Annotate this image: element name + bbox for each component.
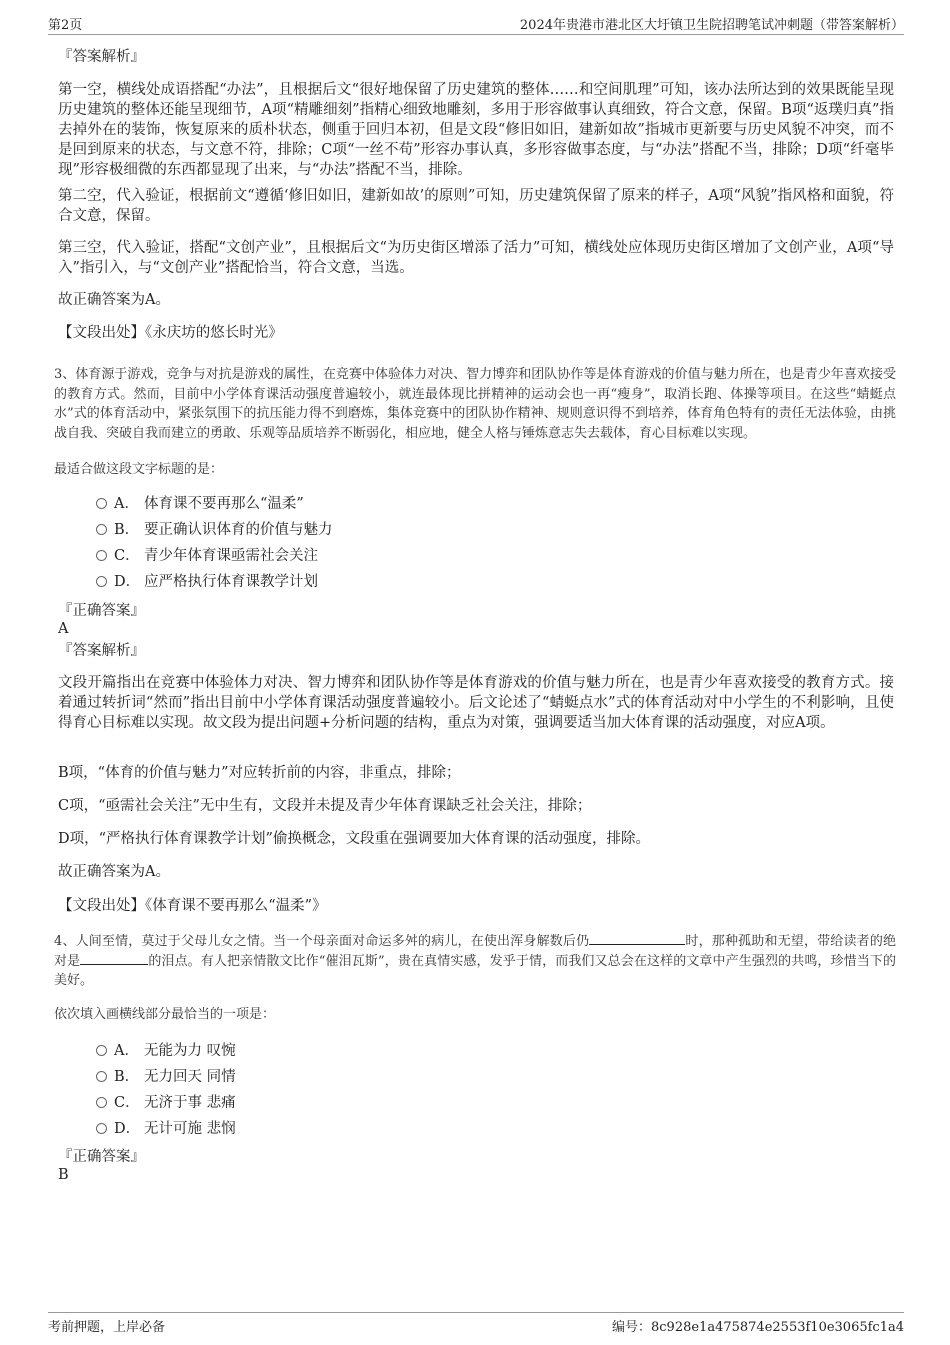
q2-source: 【文段出处】《永庆坊的悠长时光》 [58,325,283,341]
fill-blank-2 [80,952,148,965]
q2-conclusion: 故正确答案为A。 [58,292,170,308]
q4-option-c[interactable]: C． 无济于事 悲痛 [96,1093,236,1113]
q4-option-a[interactable]: A． 无能为力 叹惋 [96,1041,236,1061]
q2-analysis-label: 『答案解析』 [58,49,145,65]
q3-question: 最适合做这段文字标题的是： [54,462,224,477]
radio-icon[interactable] [96,1045,107,1056]
page-number: 第2页 [48,18,83,33]
q3-analysis-para4: D项，“严格执行体育课教学计划”偷换概念，文段重在强调要加大体育课的活动强度，排除。 [58,831,650,847]
fill-blank-1 [589,932,685,945]
q3-option-d[interactable]: D． 应严格执行体育课教学计划 [96,572,318,592]
q3-analysis-label: 『答案解析』 [58,643,145,659]
radio-icon[interactable] [96,576,107,587]
q3-option-c[interactable]: C． 青少年体育课亟需社会关注 [96,546,318,566]
q4-answer: B [58,1167,69,1183]
page-footer [48,1312,904,1335]
q4-answer-label: 『正确答案』 [58,1149,145,1165]
radio-icon[interactable] [96,1071,107,1082]
page-header [48,14,904,35]
document-title: 2024年贵港市港北区大圩镇卫生院招聘笔试冲刺题（带答案解析） [519,18,904,33]
q3-source: 【文段出处】《体育课不要再那么“温柔”》 [58,898,327,914]
q3-answer: A [58,621,69,637]
q4-option-b[interactable]: B． 无力回天 同情 [96,1067,236,1087]
q3-answer-label: 『正确答案』 [58,603,145,619]
radio-icon[interactable] [96,1097,107,1108]
q4-stem: 4、人间至情，莫过于父母儿女之情。当一个母亲面对命运多舛的病儿，在使出浑身解数后仍 时，那种孤助和无望，带给读者的绝对是 的泪点。有人把亲情散文比作“催泪瓦斯”，贵在真情实感，发乎于情，而我们又总会在这样的文章中产生强烈的共鸣，珍惜当下的美好。 [54,934,896,988]
radio-icon[interactable] [96,524,107,535]
q4-question: 依次填入画横线部分最恰当的一项是： [54,1007,276,1022]
q2-analysis-para1: 第一空，横线处成语搭配“办法”，且根据后文“很好地保留了历史建筑的整体……和空间肌理”可知，该办法所达到的效果既能呈现历史建筑的整体还能呈现细节，A项“精雕细刻”指精心细致地雕刻，多用于形容做事认真细致，符合文意，保留。B项“返璞归真”指去掉外在的装饰，恢复原来的质朴状态，侧重于回归本初，但是文段“修旧如旧，建新如故”指城市更新要与历史风貌不冲突，而不是回到原来的状态，与文意不符，排除；C项“一丝不苟”形容办事认真，多形容做事态度，与“办法”搭配不当，排除；D项“纤毫毕现”形容极细微的东西都显现了出来，与“办法”搭配不当，排除。 [58,82,894,178]
q4-option-d[interactable]: D． 无计可施 悲悯 [96,1119,236,1139]
q3-conclusion: 故正确答案为A。 [58,864,170,880]
document-id: 编号：8c928e1a475874e2553f10e3065fc1a4 [612,1320,904,1335]
q3-option-a[interactable]: A． 体育课不要再那么“温柔” [96,494,304,514]
radio-icon[interactable] [96,1123,107,1134]
q3-analysis-para2: B项，“体育的价值与魅力”对应转折前的内容，非重点，排除； [58,765,461,781]
q3-analysis-para3: C项，“亟需社会关注”无中生有，文段并未提及青少年体育课缺乏社会关注，排除； [58,798,592,814]
q3-option-b[interactable]: B． 要正确认识体育的价值与魅力 [96,520,333,540]
footer-slogan: 考前押题，上岸必备 [48,1320,166,1335]
radio-icon[interactable] [96,498,107,509]
q3-stem: 3、体育源于游戏，竞争与对抗是游戏的属性，在竞赛中体验体力对决、智力博弈和团队协作等是体育游戏的价值与魅力所在，也是青少年喜欢接受的教育方式。然而，目前中小学体育课活动强度普遍较小，就连最体现比拼精神的运动会也一再“瘦身”，取消长跑、体操等项目。在这些“蜻蜓点水”式的体育活动中，紧张氛围下的抗压能力得不到磨炼，集体竞赛中的团队协作精神、规则意识得不到培养，体育角色特有的责任无法体验，由挑战自我、突破自我而建立的勇敢、乐观等品质培养不断弱化，相应地，健全人格与锤炼意志失去载体，育心目标难以实现。 [54,367,896,441]
radio-icon[interactable] [96,550,107,561]
q2-analysis-para2: 第二空，代入验证，根据前文“遵循‘修旧如旧，建新如故’的原则”可知，历史建筑保留了原来的样子，A项“风貌”指风格和面貌，符合文意，保留。 [58,188,894,224]
q2-analysis-para3: 第三空，代入验证，搭配“文创产业”，且根据后文“为历史街区增添了活力”可知，横线处应体现历史街区增加了文创产业，A项“导入”指引入，与“文创产业”搭配恰当，符合文意，当选。 [58,240,894,276]
q3-analysis-para1: 文段开篇指出在竞赛中体验体力对决、智力博弈和团队协作等是体育游戏的价值与魅力所在，也是青少年喜欢接受的教育方式。接着通过转折词“然而”指出目前中小学体育课活动强度普遍较小。后文论述了“蜻蜓点水”式的体育活动对中小学生的不利影响，且使得育心目标难以实现。故文段为提出问题+分析问题的结构，重点为对策，强调要适当加大体育课的活动强度，对应A项。 [58,675,894,731]
